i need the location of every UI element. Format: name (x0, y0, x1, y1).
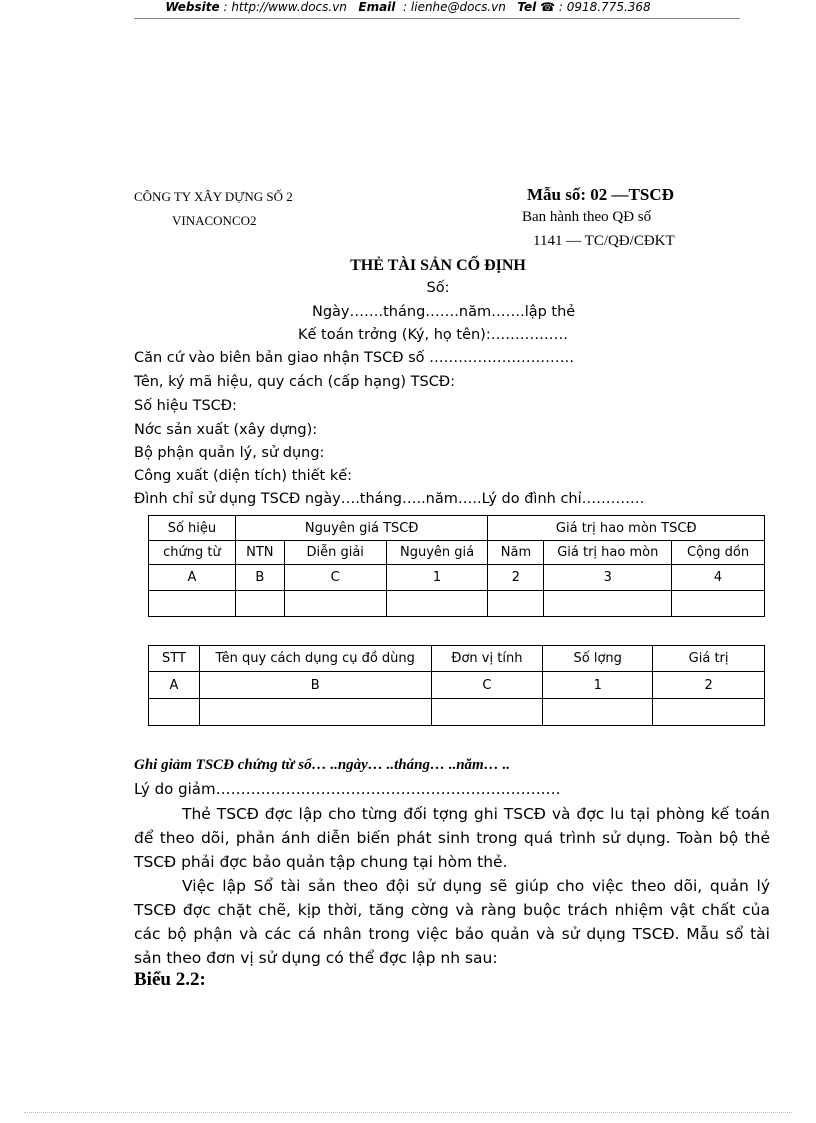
paragraph-text: Việc lập Sổ tài sản theo đội sử dụng sẽ giúp cho việc theo dõi, quản lý TSCĐ đợc chặt chẽ, kịp thời, tăng cờng và ràng buộc trách nhiệm vật chất của các bộ phận và các cá nhân trong việc bảo quản và sử dụng TSCĐ. Mẫu sổ tài sản theo đơn vị sử dụng có thể đợc lập nh sau: (134, 877, 770, 967)
form-code: Mẫu số: 02 —TSCĐ (527, 185, 674, 204)
email-value: : lienhe@docs.vn (403, 0, 506, 14)
table-code-cell: 1 (386, 565, 488, 591)
company-short-name: VINACONCO2 (172, 213, 257, 228)
figure-label: Biểu 2.2: (134, 969, 206, 990)
table-header-cell: Số hiệu (149, 516, 236, 541)
table-code-cell: B (235, 565, 284, 591)
table-code-cell: 2 (653, 672, 765, 699)
tools-table (148, 645, 765, 726)
page-title: THẺ TÀI SẢN CỐ ĐỊNH (350, 257, 526, 274)
paragraph-asset-card (134, 802, 770, 874)
phone-icon: ☎ (540, 0, 556, 14)
table-subheader: Nguyên giá (386, 541, 488, 565)
chief-accountant-line: Kế toán trởng (Ký, họ tên):……………. (298, 327, 568, 343)
asset-value-table (148, 515, 765, 617)
table-subheader: Diễn giải (284, 541, 386, 565)
tel-value: : 0918.775.368 (558, 0, 651, 14)
table-header-cell: Giá trị (653, 646, 765, 672)
table-subheader: Cộng dồn (672, 541, 765, 565)
table-header-cell: Tên quy cách dụng cụ đồ dùng (199, 646, 431, 672)
table-code-cell: 1 (543, 672, 653, 699)
paragraph-asset-book (134, 874, 770, 970)
paragraph-text: Thẻ TSCĐ đợc lập cho từng đối tợng ghi TSCĐ và đợc lu tại phòng kế toán để theo dõi, phản ánh diễn biến phát sinh trong quá trình sử dụng. Toàn bộ thẻ TSCĐ phải đợc bảo quản tập chung tại hòm thẻ. (134, 805, 770, 871)
form-decree-number: 1141 — TC/QĐ/CĐKT (533, 233, 675, 249)
table-row (149, 699, 765, 726)
table-group-header: Giá trị hao mòn TSCĐ (488, 516, 765, 541)
table-subheader: Năm (488, 541, 544, 565)
table-code-cell: C (431, 672, 543, 699)
header-divider (134, 18, 740, 19)
table-code-cell: 3 (544, 565, 672, 591)
reduction-heading: Ghi giảm TSCĐ chứng từ số… ..ngày… ..tháng… ..năm… .. (134, 757, 510, 773)
field-department: Bộ phận quản lý, sử dụng: (134, 445, 325, 461)
table-code-cell: B (199, 672, 431, 699)
field-asset-number: Số hiệu TSCĐ: (134, 398, 237, 414)
table-code-cell: A (149, 672, 200, 699)
website-value: : http://www.docs.vn (223, 0, 347, 14)
table-code-cell: A (149, 565, 236, 591)
tel-label: Tel (517, 0, 537, 14)
table-code-cell: C (284, 565, 386, 591)
table-group-header: Nguyên giá TSCĐ (235, 516, 488, 541)
footer-divider (24, 1112, 792, 1113)
table-header-cell: Đơn vị tính (431, 646, 543, 672)
site-header (0, 0, 816, 14)
table-header-cell: chứng từ (149, 541, 236, 565)
company-name: CÔNG TY XÂY DỰNG SỐ 2 (134, 189, 293, 204)
date-line: Ngày…….tháng…….năm…….lập thẻ (312, 304, 576, 320)
reduction-reason: Lý do giảm…………………………………………………………… (134, 780, 561, 798)
website-label: Website (165, 0, 220, 14)
field-suspension: Đình chỉ sử dụng TSCĐ ngày….tháng…..năm…..Lý do đình chỉ…………. (134, 491, 645, 507)
form-decree: Ban hành theo QĐ số (522, 209, 652, 225)
table-subheader: NTN (235, 541, 284, 565)
field-capacity: Công xuất (diện tích) thiết kế: (134, 468, 353, 484)
email-label: Email (358, 0, 396, 14)
table-header-cell: Số lợng (543, 646, 653, 672)
card-number: Số: (426, 280, 450, 296)
field-country: Nớc sản xuất (xây dựng): (134, 422, 318, 438)
table-row (149, 591, 765, 617)
field-handover-record: Căn cứ vào biên bản giao nhận TSCĐ số ………………………… (134, 350, 575, 366)
table-header-cell: STT (149, 646, 200, 672)
table-code-cell: 4 (672, 565, 765, 591)
field-asset-name: Tên, ký mã hiệu, quy cách (cấp hạng) TSCĐ: (134, 374, 455, 390)
table-subheader: Giá trị hao mòn (544, 541, 672, 565)
table-code-cell: 2 (488, 565, 544, 591)
